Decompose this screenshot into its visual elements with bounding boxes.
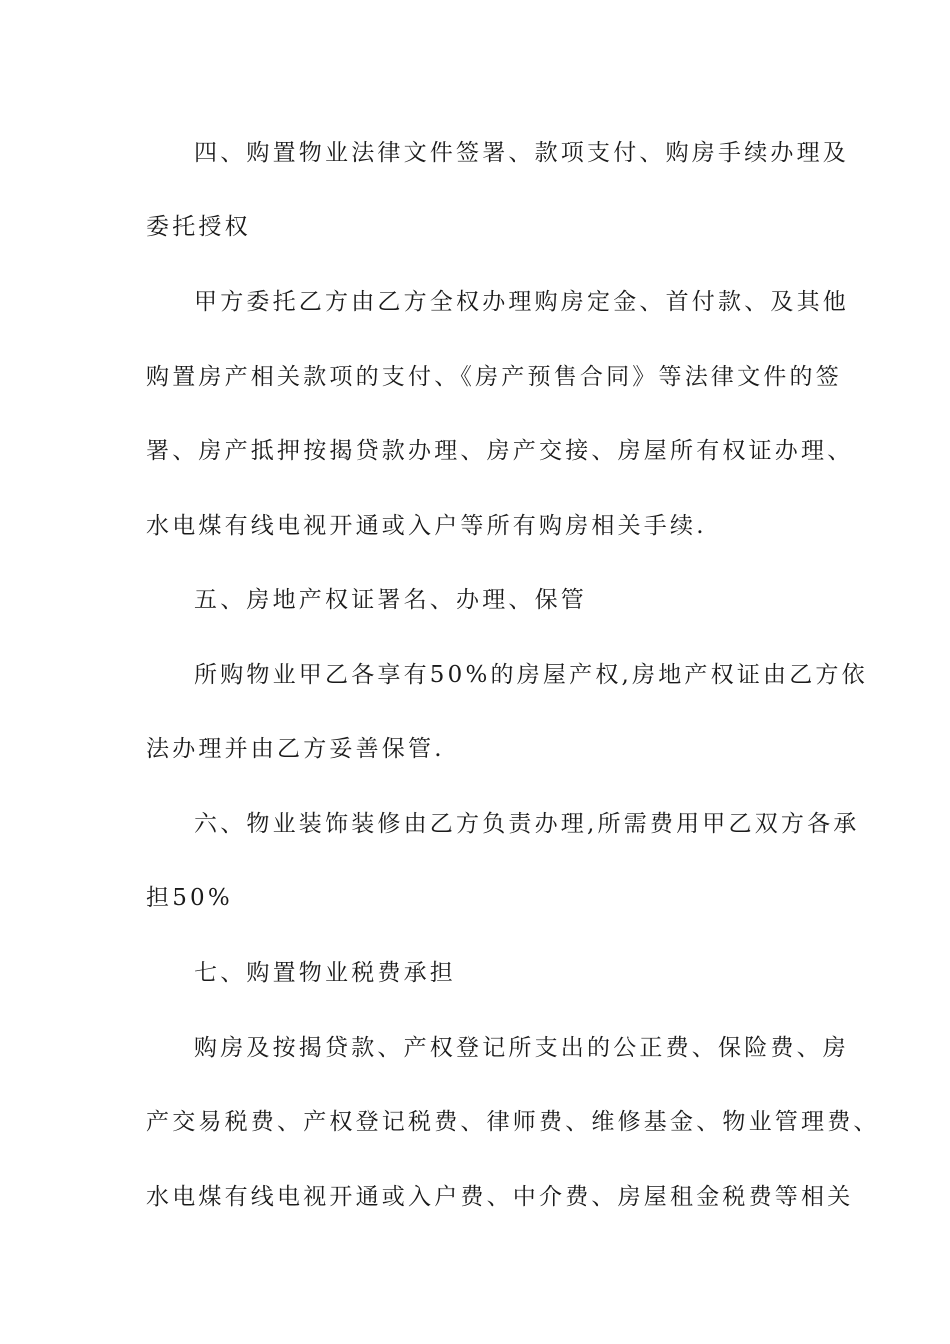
section-4-body-line-2: 购置房产相关款项的支付、《房产预售合同》等法律文件的签 <box>146 364 842 390</box>
section-4-body-line-1: 甲方委托乙方由乙方全权办理购房定金、首付款、及其他 <box>194 289 849 315</box>
section-7-heading: 七、购置物业税费承担 <box>194 960 456 986</box>
section-7-body-line-3: 水电煤有线电视开通或入户费、中介费、房屋租金税费等相关 <box>146 1184 854 1210</box>
section-5-body-line-2: 法办理并由乙方妥善保管. <box>146 736 445 762</box>
section-6-heading-line-2: 担50% <box>146 885 233 911</box>
section-4-heading-line-2: 委托授权 <box>146 214 251 240</box>
section-5-body-line-1: 所购物业甲乙各享有50%的房屋产权,房地产权证由乙方依 <box>194 662 868 688</box>
section-5-heading: 五、房地产权证署名、办理、保管 <box>194 587 587 613</box>
section-6-heading-line-1: 六、物业装饰装修由乙方负责办理,所需费用甲乙双方各承 <box>194 811 860 837</box>
section-4-body-line-3: 署、房产抵押按揭贷款办理、房产交接、房屋所有权证办理、 <box>146 438 854 464</box>
section-4-heading-line-1: 四、购置物业法律文件签署、款项支付、购房手续办理及 <box>194 140 849 166</box>
section-4-body-line-4: 水电煤有线电视开通或入户等所有购房相关手续. <box>146 513 707 539</box>
section-7-body-line-2: 产交易税费、产权登记税费、律师费、维修基金、物业管理费、 <box>146 1109 880 1135</box>
section-7-body-line-1: 购房及按揭贷款、产权登记所支出的公正费、保险费、房 <box>194 1035 849 1061</box>
